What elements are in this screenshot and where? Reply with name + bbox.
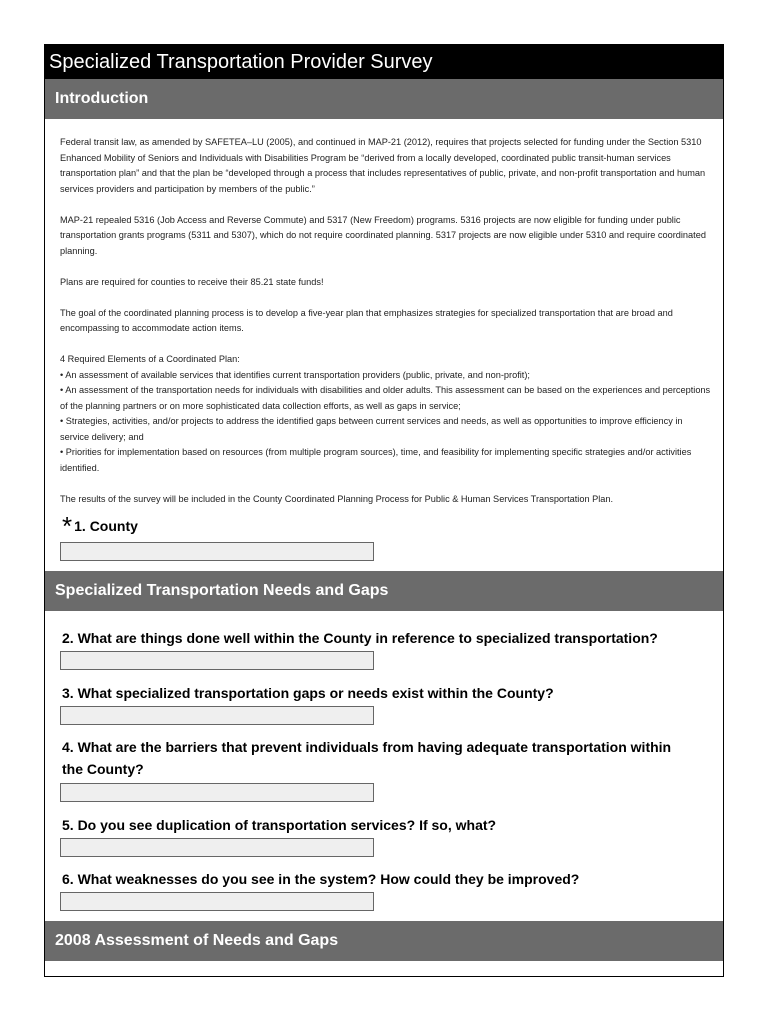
question-6-label: 6. What weaknesses do you see in the system? How could they be improved?: [62, 871, 580, 887]
question-1-text: 1. County: [74, 518, 138, 534]
intro-paragraph: Plans are required for counties to receive their 85.21 state funds!: [60, 276, 324, 287]
question-1-label: [62, 511, 138, 541]
intro-paragraph: MAP-21 repealed 5316 (Job Access and Reverse Commute) and 5317 (New Freedom) programs. 5316 projects are now eligible for funding under public transportation grants programs (5311 and 5307), which do not require coordinated planning. 5317 projects are now eligible under 5310 and require coordinated planning.: [60, 214, 706, 256]
question-2-input[interactable]: [60, 651, 374, 670]
question-6-input[interactable]: [60, 892, 374, 911]
required-elements-list: [60, 352, 712, 476]
question-5-input[interactable]: [60, 838, 374, 857]
survey-form: [44, 44, 724, 977]
intro-paragraph: The goal of the coordinated planning process is to develop a five-year plan that emphasizes strategies for specialized transportation that are broad and encompassing to accommodate action items.: [60, 307, 673, 333]
list-item: • An assessment of the transportation needs for individuals with disabilities and older adults. This assessment can be based on the experiences and perceptions of the planning partners or on more sophisticated data collection efforts, as well as gaps in service;: [60, 385, 711, 411]
required-elements-heading: 4 Required Elements of a Coordinated Plan:: [60, 354, 240, 364]
question-3-input[interactable]: [60, 706, 374, 725]
question-3-label: 3. What specialized transportation gaps or needs exist within the County?: [62, 685, 554, 701]
intro-paragraph: The results of the survey will be included in the County Coordinated Planning Process for Public & Human Services Transportation Plan.: [60, 493, 614, 504]
question-5-label: 5. Do you see duplication of transportation services? If so, what?: [62, 817, 497, 833]
section-header-2008-assessment: 2008 Assessment of Needs and Gaps: [45, 921, 724, 961]
section-header-introduction: Introduction: [45, 79, 724, 119]
intro-paragraph: Federal transit law, as amended by SAFETEA–LU (2005), and continued in MAP-21 (2012), requires that projects selected for funding under the Section 5310 Enhanced Mobility of Seniors and Individuals with Disabilities Program be “derived from a locally developed, coordinated public transit-human services transportation plan” and that the plan be “developed through a process that includes representatives of public, private, and non-profit transportation and human services providers and participation by members of the public.”: [60, 137, 706, 194]
required-asterisk: *: [62, 511, 73, 541]
question-4-label: 4. What are the barriers that prevent individuals from having adequate transportation within the County?: [62, 739, 672, 777]
question-4-input[interactable]: [60, 783, 374, 802]
county-input[interactable]: [60, 542, 374, 561]
list-item: • An assessment of available services that identifies current transportation providers (public, private, and non-profit);: [60, 369, 530, 380]
question-2-label: 2. What are things done well within the County in reference to specialized transportation?: [62, 630, 658, 646]
introduction-text: [60, 135, 712, 523]
survey-title: Specialized Transportation Provider Survey: [45, 45, 724, 79]
list-item: • Priorities for implementation based on resources (from multiple program sources), time, and feasibility for implementing specific strategies and/or activities identified.: [60, 447, 692, 473]
section-header-needs-gaps: Specialized Transportation Needs and Gaps: [45, 571, 724, 611]
list-item: • Strategies, activities, and/or projects to address the identified gaps between current services and needs, as well as opportunities to improve efficiency in service delivery; and: [60, 416, 683, 442]
